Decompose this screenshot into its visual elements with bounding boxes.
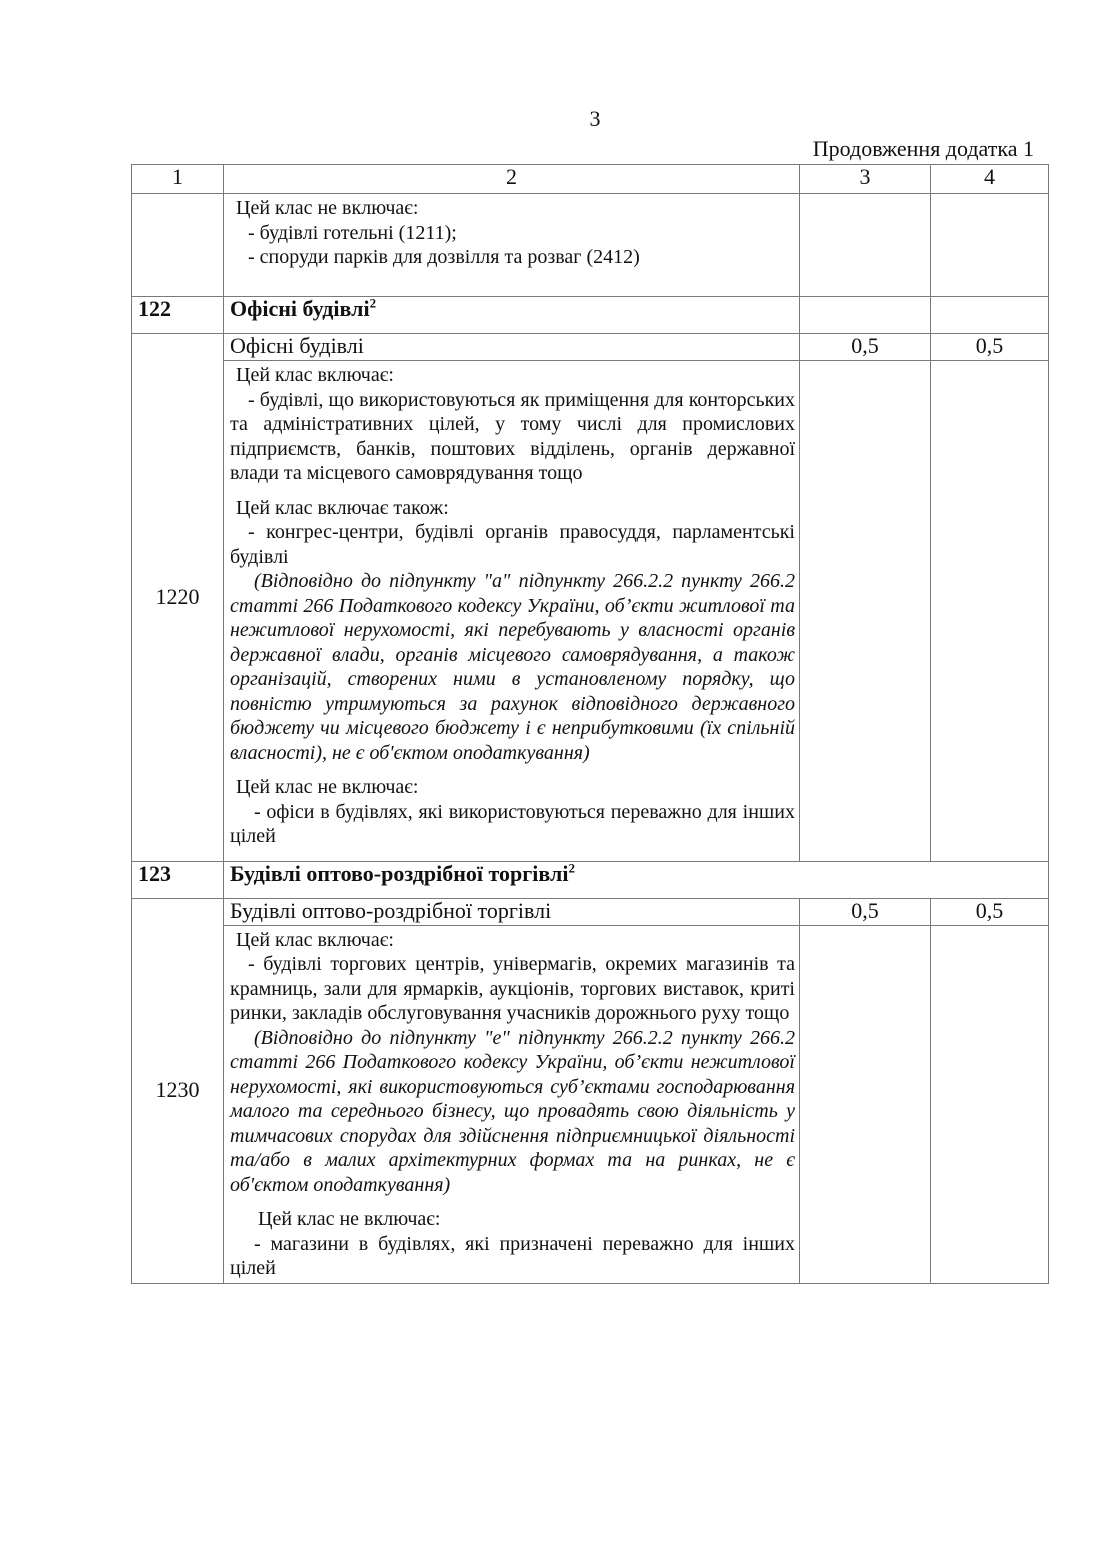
includes-text: - будівлі, що використовуються як приміщення для конторських та адміністративних цілей, у тому числі для промислових підприємств, банків, поштових відділень, органів державної влади та місцевого самоврядування тощо <box>230 388 795 484</box>
subclass-description-row <box>132 925 1049 1283</box>
subclass-code: 1220 <box>132 334 224 862</box>
section-code: 122 <box>132 297 224 334</box>
continuation-label: Продовження додатка 1 <box>812 136 1034 161</box>
subclass-row-1230 <box>132 898 1049 925</box>
table-row <box>132 194 1049 297</box>
subclass-description-row <box>132 361 1049 862</box>
section-title: Офісні будівлі$^2$ <box>224 297 800 334</box>
includes-label: Цей клас включає: <box>236 928 394 951</box>
includes-text: - будівлі торгових центрів, універмагів, окремих магазинів та крамниць, зали для ярмарків, аукціонів, торгових виставок, криті ринки, закладів обслуговування учасників дорожнього руху тощо <box>230 953 795 1024</box>
excludes-label: Цей клас не включає: <box>236 776 419 798</box>
section-title: Будівлі оптово-роздрібної торгівлі$^2$ <box>224 861 1049 898</box>
tax-code-note: (Відповідно до підпункту "е" підпункту 266.2.2 пункту 266.2 статті 266 Податкового кодексу України, об’єкти нежитлової нерухомості, які використовуються суб’єктами господарювання малого та середнього бізнесу, що провадять свою діяльність у тимчасових спорудах для здійснення підприємницької діяльності та/або в малих архітектурних формах та на ринках, не є об'єктом оподаткування) <box>230 1026 795 1196</box>
col4-value: 0,5 <box>931 898 1049 925</box>
subclass-code: 1230 <box>132 898 224 1283</box>
table-header-row <box>132 165 1049 194</box>
excludes-label: Цей клас не включає: <box>236 197 419 219</box>
tax-code-note: (Відповідно до підпункту "а" підпункту 266.2.2 пункту 266.2 статті 266 Податкового кодексу України, об’єкти житлової та нежитлової нерухомості, які перебувають у власності органів державної влади, органів місцевого самоврядування, а також організацій, створених ними в установленому порядку, що повністю утримуються за рахунок відповідного державного бюджету чи місцевого бюджету і є неприбутковими (їх спільній власності), не є об'єктом оподаткування) <box>230 570 795 764</box>
subclass-name: Будівлі оптово-роздрібної торгівлі <box>224 898 800 925</box>
subclass-row-1220 <box>132 334 1049 361</box>
header-col-1: 1 <box>132 165 224 194</box>
also-includes-text: - конгрес-центри, будівлі органів правосуддя, парламентські будівлі <box>230 521 795 568</box>
col3-value: 0,5 <box>800 334 931 361</box>
excludes-label: Цей клас не включає: <box>258 1208 441 1230</box>
col4-value: 0,5 <box>931 334 1049 361</box>
classification-table <box>131 164 1049 1284</box>
subclass-name: Офісні будівлі <box>224 334 800 361</box>
header-col-3: 3 <box>800 165 931 194</box>
includes-label: Цей клас включає: <box>236 364 394 386</box>
also-includes-label: Цей клас включає також: <box>236 496 449 519</box>
header-col-4: 4 <box>931 165 1049 194</box>
section-row-122 <box>132 297 1049 334</box>
page-number: 3 <box>589 106 601 131</box>
subclass-description <box>224 361 800 862</box>
section-row-123 <box>132 861 1049 898</box>
footnote-mark: 2 <box>568 860 575 876</box>
excludes-text: - офіси в будівлях, які використовуються переважно для інших цілей <box>230 800 795 847</box>
exclusion-item: - будівлі готельні (1211); <box>248 221 457 244</box>
excludes-text: - магазини в будівлях, які призначені переважно для інших цілей <box>230 1232 795 1279</box>
col3-value: 0,5 <box>800 898 931 925</box>
section-code: 123 <box>132 861 224 898</box>
exclusion-item: - споруди парків для дозвілля та розваг (2412) <box>248 246 640 268</box>
footnote-mark: 2 <box>369 295 377 311</box>
subclass-description <box>224 925 800 1283</box>
top-exclusions-cell <box>224 194 800 297</box>
header-col-2: 2 <box>224 165 800 194</box>
